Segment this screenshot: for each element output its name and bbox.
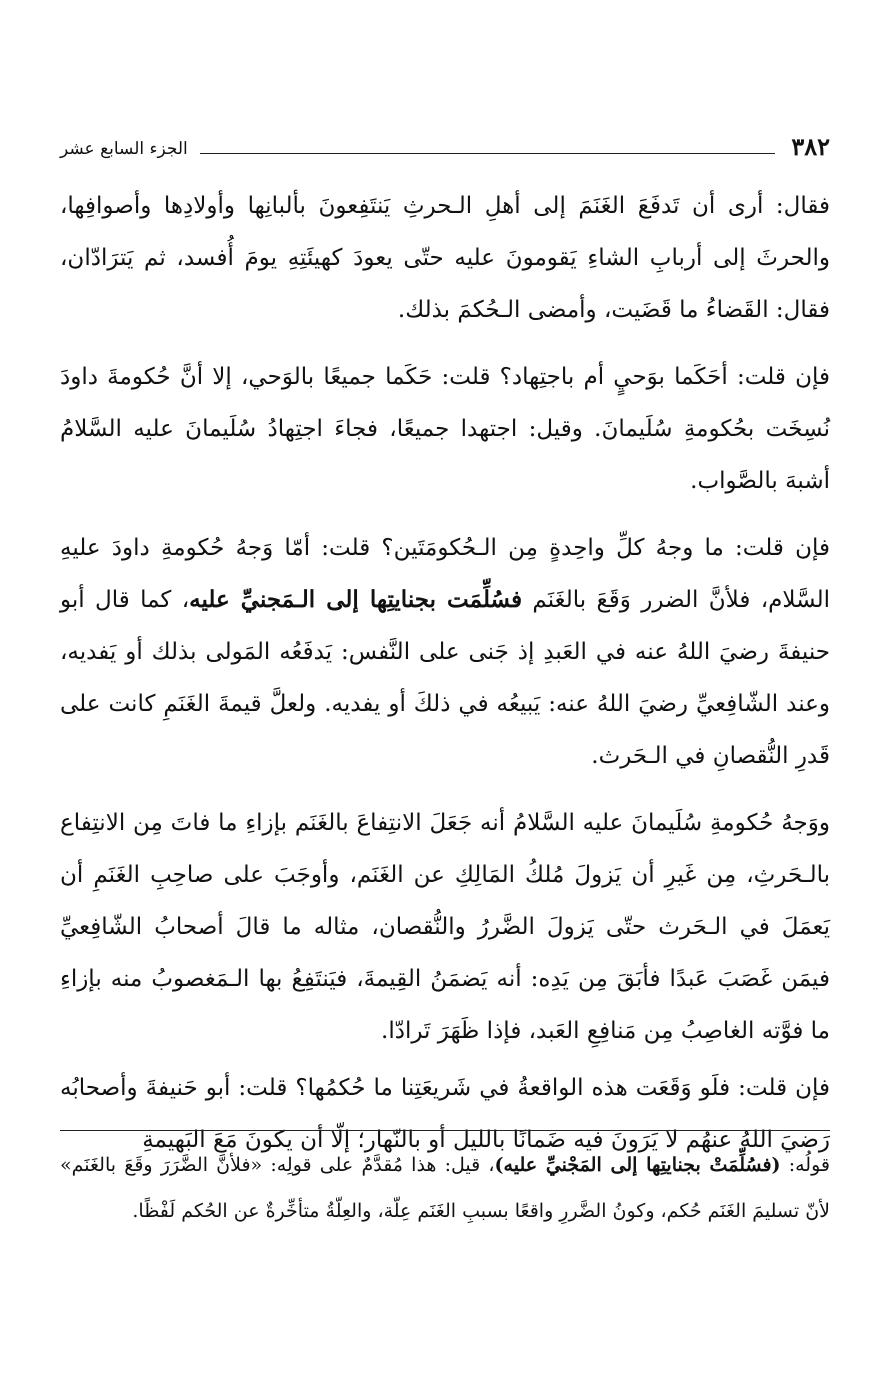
footnote-rule: [60, 1130, 830, 1131]
book-page: [60, 0, 830, 1400]
paragraph-4: ووَجهُ حُكومةِ سُلَيمانَ عليه السَّلامُ أنه جَعَلَ الانتِفاعَ بالغَنَم بإزاءِ ما فاتَ مِن الانتِفاع بالـحَرثِ، مِن غَيرِ أن يَزولَ مُلكُ المَالِكِ عن الغَنَم، وأوجَبَ على صاحِبِ الغَنَمِ أن يَعمَلَ في الـحَرث حتّى يَزولَ الضَّررُ والنُّقصان، مثاله ما قالَ أصحابُ الشّافِعيِّ فيمَن غَصَبَ عَبدًا فأبَقَ مِن يَدِه: أنه يَضمَنُ القِيمةَ، فيَنتَفِعُ بها الـمَغصوبُ منه بإزاءِ ما فوَّته الغاصِبُ مِن مَنافِعِ العَبد، فإذا ظَهَرَ تَرادّا.: [60, 810, 830, 1044]
paragraph-3-end: ، كما قال أبو حنيفةَ رضيَ اللهُ عنه في العَبدِ إذ جَنى على النَّفس: يَدفَعُه المَولى بذلك أو يَفديه، وعند الشّافِعيِّ رضيَ اللهُ عنه: يَبيعُه في ذلكَ أو يفديه. ولعلَّ قيمةَ الغَنَمِ كانت على قَدرِ النُّقصانِ في الـحَرث.: [60, 587, 830, 769]
header-rule: [200, 153, 776, 154]
paragraph-3: [60, 522, 830, 782]
main-text: [60, 180, 830, 1181]
footnote: [60, 1142, 830, 1234]
paragraph-2: فإن قلت: أحَكَما بوَحيٍ أم باجتِهاد؟ قلت: حَكَما جميعًا بالوَحي، إلا أنَّ حُكومةَ داودَ نُسِخَت بحُكومةِ سُلَيمانَ. وقيل: اجتهدا جميعًا، فجاءَ اجتِهادُ سُلَيمانَ عليه السَّلامُ أشبهَ بالصَّواب.: [60, 364, 830, 494]
paragraph-3-start: فإن قلت: ما وجهُ كلِّ واحِدةٍ مِن الـحُكومَتَين؟ قلت: أمّا وَجهُ حُكومةِ داودَ عليهِ السَّلام، فلأنَّ الضرر وَقَعَ بالغَنَم: [60, 535, 831, 613]
footnote-end: ، قيل: هذا مُقدَّمٌ على قولِه: «فلأنَّ الضَّرَرَ وقَعَ بالغَنَم» لأنّ تسليمَ الغَنَم حُكم، وكونُ الضَّررِ واقعًا بسببِ الغَنَم عِلّة، والعِلّةُ متأخِّرةٌ عن الحُكم لَفْظًا.: [60, 1154, 830, 1222]
paragraph-5: فإن قلت: فلَو وَقَعَت هذه الواقعةُ في شَريعَتِنا ما حُكمُها؟ قلت: أبو حَنيفةَ وأصحابُه رَضيَ اللهُ عنهُم لا يَرَونَ فيه ضَمانًا بالليل أو بالنّهار؛ إلّا أن يكونَ مَعَ البَهيمةِ: [60, 1075, 830, 1153]
footnote-start: قولُه:: [780, 1154, 830, 1176]
page-number: ٣٨٢: [791, 132, 830, 161]
page-header: [60, 128, 830, 162]
footnote-quote: (فسُلِّمَتْ بجنايتِها إلى المَجْنيِّ عليه): [494, 1154, 781, 1176]
running-title: الجزء السابع عشر: [60, 139, 188, 159]
paragraph-3-emphasis: فسُلِّمَت بجنايتِها إلى الـمَجنيِّ عليه: [189, 586, 523, 613]
paragraph-1: فقال: أرى أن تَدفَعَ الغَنَمَ إلى أهلِ الـحرثِ يَنتَفِعونَ بألبانِها وأولادِها وأصوافِها، والحرثَ إلى أربابِ الشاءِ يَقومونَ عليه حتّى يعودَ كهيئَتِهِ يومَ أُفسد، ثم يَترَادّان، فقال: القَضاءُ ما قَضَيت، وأمضى الـحُكمَ بذلك.: [60, 193, 830, 323]
